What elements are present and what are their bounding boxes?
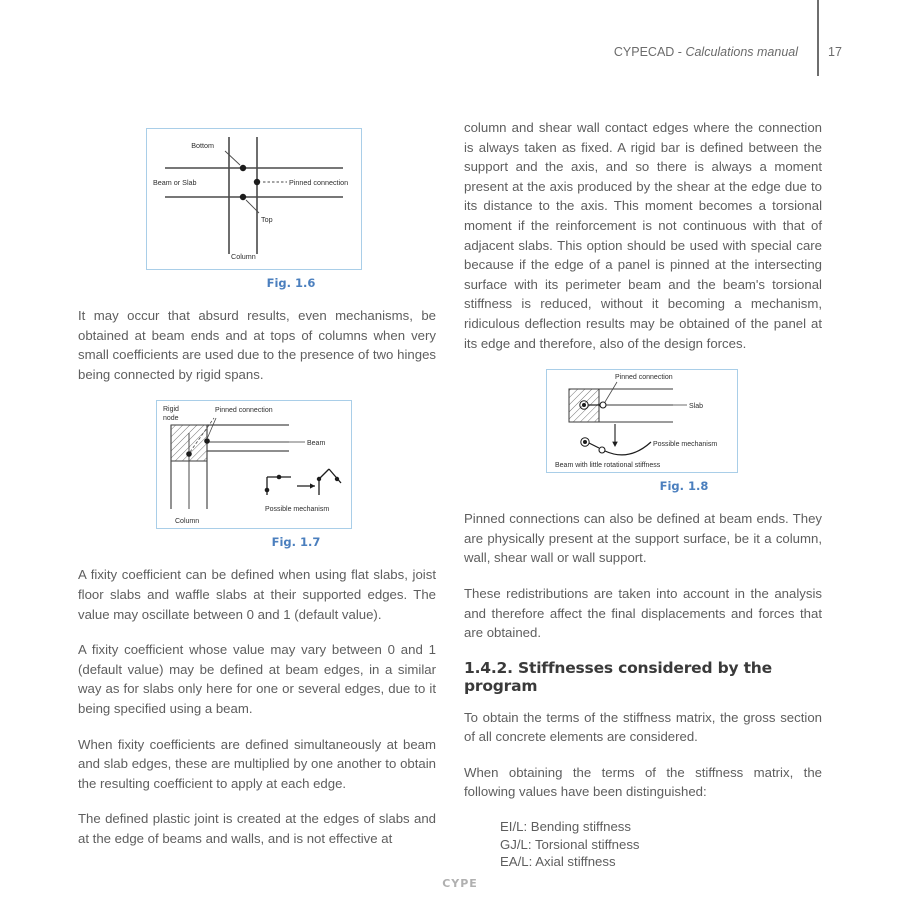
figure-1-8-drawing [547, 370, 737, 472]
figure-1-7 [156, 400, 436, 549]
figure-1-6-caption: Fig. 1.6 [266, 276, 316, 290]
left-paragraph-1: It may occur that absurd results, even mechanisms, be obtained at beam ends and at tops of columns when very small coefficients are used due to the presence of two hinges being connected by rigid spans. [78, 308, 436, 382]
figure-1-7-label-beam: Beam [307, 440, 326, 448]
figure-1-8-box [546, 369, 738, 473]
section-heading-1-4-2: 1.4.2. Stiffnesses considered by the program [464, 658, 772, 695]
figure-1-7-label-pinned-connection: Pinned connection [215, 407, 273, 415]
stiffness-list-item: EA/L: Axial stiffness [500, 854, 616, 870]
figure-1-8-label-slab: Slab [689, 403, 704, 411]
right-column [464, 118, 822, 871]
stiffness-list-item: EI/L: Bending stiffness [500, 819, 631, 835]
right-paragraph-3: These redistributions are taken into account in the analysis and therefore affect the final displacements and forces that are obtained. [464, 585, 822, 641]
left-paragraph-3: A fixity coefficient whose value may vary between 0 and 1 (default value) may be defined at beam edges, in a similar way as for slabs only here for one or several edges, due to it being specified using a beam. [78, 642, 436, 716]
figure-1-8 [546, 369, 822, 493]
left-paragraph-2: A fixity coefficient can be defined when using flat slabs, joist floor slabs and waffle slabs at their supported edges. The value may oscillate between 0 and 1 (default value). [78, 567, 436, 622]
stiffness-list-item: GJ/L: Torsional stiffness [500, 836, 640, 852]
header-manual-title-italic: Calculations manual [685, 45, 798, 59]
left-column [78, 118, 436, 849]
footer-brand-logo: CYPE [442, 877, 478, 890]
section-paragraph-1: To obtain the terms of the stiffness matrix, the gross section of all concrete elements are considered. [464, 709, 822, 745]
right-paragraph-2: Pinned connections can also be defined at beam ends. They are physically present at the support surface, be it a column, wall, shear wall or wall support. [464, 511, 822, 566]
figure-1-8-label-possible-mechanism: Possible mechanism [653, 441, 718, 449]
figure-1-7-label-rigid-node-line1: Rigid [163, 406, 179, 414]
right-paragraph-1: column and shear wall contact edges where the connection is always taken as fixed. A rigid bar is defined between the support and the axis, and so there is always a moment present at the axis produced by the shear at the edge due to its distance to the axis. This moment becomes a torsional moment if the reinforcement is not continuous with that of adjacent slabs. This option should be used with special care because if the edge of a panel is pinned at the intersecting surface with its perimeter beam and the beam's torsional stiffness is reduced, without it becoming a mechanism, ridiculous deflection results may be obtained of the panel at its edge and therefore, also of the design forces. [464, 120, 822, 351]
figure-1-7-label-column: Column [175, 518, 200, 526]
figure-1-7-caption: Fig. 1.7 [271, 535, 321, 550]
section-paragraph-2: When obtaining the terms of the stiffness matrix, the following values have been distinguished: [464, 764, 822, 800]
header-divider-rule [817, 0, 819, 76]
figure-1-8-label-beam-note: Beam with little rotational stiffness [555, 462, 661, 470]
page-header [0, 0, 920, 90]
figure-1-6-label-column: Column [231, 252, 256, 261]
figure-1-8-label-pinned-connection: Pinned connection [615, 374, 673, 382]
figure-1-8-caption: Fig. 1.8 [659, 479, 709, 494]
header-manual-title [614, 45, 798, 59]
figure-1-6-box [146, 128, 362, 270]
left-paragraph-4: When fixity coefficients are defined simultaneously at beam and slab edges, these are multiplied by one another to obtain the resulting coefficient to apply at each edge. [78, 736, 436, 791]
figure-1-6-label-beam-or-slab: Beam or Slab [153, 178, 197, 187]
header-manual-name: CYPECAD - [613, 45, 686, 59]
page-footer [0, 874, 920, 892]
figure-1-6 [146, 128, 436, 290]
figure-1-7-label-rigid-node-line2: node [163, 415, 179, 423]
figure-1-7-box [156, 400, 352, 529]
figure-1-6-label-top: Top [261, 215, 273, 224]
figure-1-6-label-bottom: Bottom [191, 141, 214, 150]
left-paragraph-5: The defined plastic joint is created at the edges of slabs and at the edge of beams and walls, and is not effective at [78, 811, 436, 846]
figure-1-6-drawing [147, 129, 361, 269]
figure-1-7-label-possible-mechanism: Possible mechanism [265, 506, 330, 514]
figure-1-6-label-pinned-connection: Pinned connection [289, 178, 349, 187]
stiffness-list [464, 818, 822, 871]
header-page-number: 17 [828, 45, 842, 59]
figure-1-7-drawing [157, 401, 351, 528]
